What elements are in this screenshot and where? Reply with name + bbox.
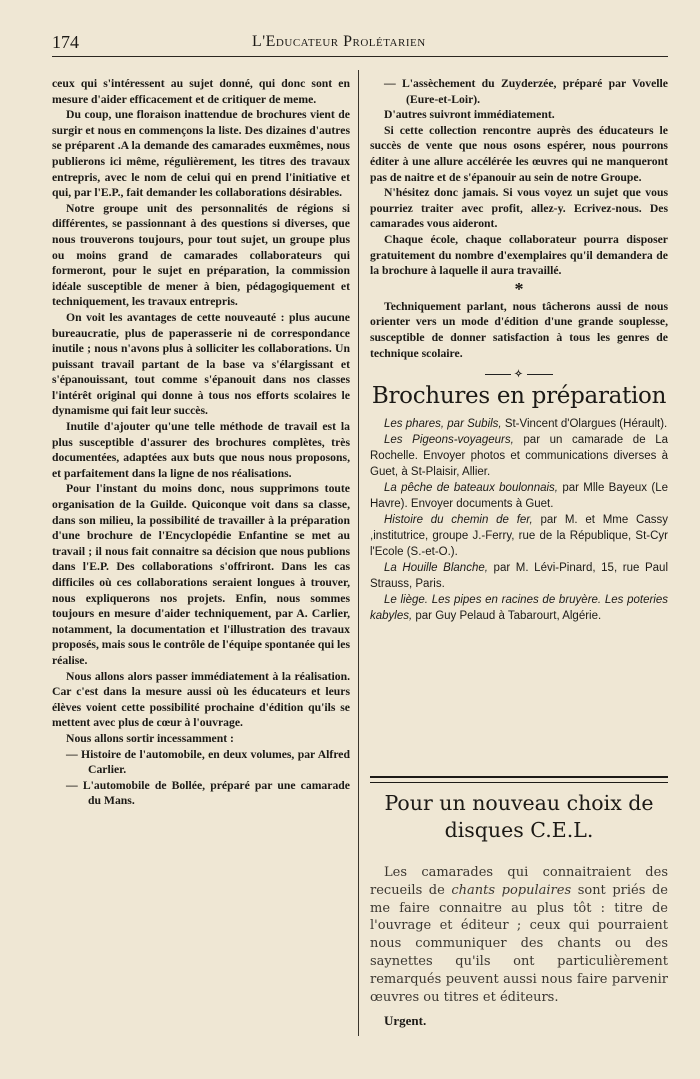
column-divider: [358, 70, 359, 1036]
paragraph: Si cette collection rencontre auprès des éducateurs le succès de vente que nous osons espérer, nous pourrons éditer à une allure accélérée les œuvres qui ne manqueront pas de naitre et de s'épanouir au sein de notre Groupe.: [370, 123, 668, 184]
paragraph: ceux qui s'intéressent au sujet donné, qui donc sont en mesure d'aider efficacement et de critiquer de meme.: [52, 77, 350, 106]
journal-title: L'Educateur Prolétarien: [252, 33, 426, 50]
section-title: Brochures en préparation: [371, 382, 667, 409]
paragraph: D'autres suivront immédiatement.: [384, 108, 555, 122]
brochure-item: Les phares, par Subils, St-Vincent d'Olargues (Hérault).: [384, 418, 668, 431]
paragraph: Inutile d'ajouter qu'une telle méthode de travail est la plus susceptible d'assurer des brochures complètes, très documentées, adaptées aux buts que nous nous proposons, et parfaitement dans la ligne de nos réalisations.: [52, 420, 350, 480]
right-column: [370, 76, 668, 624]
left-column: [52, 76, 350, 809]
section-title: Pour un nouveau choix de disques C.E.L.: [384, 791, 654, 842]
brochure-item: Les Pigeons-voyageurs, par un camarade de La Rochelle. Envoyer photos et communications diverses à Guet, à St-Plaisir, Allier.: [370, 434, 668, 479]
paragraph: Du coup, une floraison inattendue de brochures vient de surgir et nous en commençons la liste. Des dizaines d'autres se préparent .A la demande des camarades euxmêmes, nous publierons ici même, régulièrement, les titres des travaux entrepris, avec le nom de celui qui en prend l'initiative et qui, par l'E.P., fait demander les collaborations désirables.: [52, 108, 350, 200]
separator-star: *: [514, 278, 524, 299]
paragraph: On voit les avantages de cette nouveauté : plus aucune bureaucratie, plus de paperasserie ni de correspondance inutile ; nous n'avons plus à solliciter les collaborations. Un puissant travail partant de la base va s'élargissant et s'épanouissant, tout comme s'épanouit dans nos classes l'intérêt original qui donne à tous nos efforts scolaires le dynamisme qui fait leur succès.: [52, 310, 350, 418]
list-item: — Histoire de l'automobile, en deux volumes, par Alfred Carlier.: [66, 747, 350, 777]
ornament-glyph: ✧: [514, 369, 524, 381]
brochure-item: La pêche de bateaux boulonnais, par Mlle Bayeux (Le Havre). Envoyer documents à Guet.: [370, 482, 668, 511]
paragraph: Nous allons alors passer immédiatement à la réalisation. Car c'est dans la mesure aussi où les éducateurs et leurs élèves voient cette possibilité prochaine d'édition qu'ils se mettent avec plus de cœur à l'ouvrage.: [52, 669, 350, 730]
urgent-note: Urgent.: [384, 1013, 427, 1029]
section-rule: [370, 776, 668, 783]
brochure-item: La Houille Blanche, par M. Lévi-Pinard, 15, rue Paul Strauss, Paris.: [370, 562, 668, 591]
paragraph: Nous allons sortir incessamment :: [66, 731, 234, 745]
list-item: — L'automobile de Bollée, préparé par une camarade du Mans.: [66, 778, 350, 808]
paragraph: Notre groupe unit des personnalités de régions si différentes, se passionnant à des questions si diverses, que nous trouverons toujours, pour tout sujet, un groupe plus ou moins grand de camarades collaborateurs qui formeront, pour le sujet en préparation, la commission idéale susceptible de mener à bien, pédagogiquement et techniquement, les travaux entrepris.: [52, 201, 350, 309]
brochure-list: [370, 416, 668, 624]
page-number: 174: [52, 32, 79, 52]
paragraph: Les camarades qui connaitraient des recueils de chants populaires sont priés de me faire connaitre au plus tôt : titre de l'ouvrage et éditeur ; ceux qui pourraient nous communiquer des chants ou des saynettes qu'ils ont particulièrement remarqués peuvent aussi nous faire parvenir œuvres ou titres et éditeurs.: [370, 865, 668, 1005]
disques-body: [370, 864, 668, 1030]
brochure-item: Histoire du chemin de fer, par M. et Mme Cassy ,institutrice, groupe J.-Ferry, rue de la République, St-Cyr l'Ecole (S.-et-O.).: [370, 514, 669, 559]
brochure-item: Le liège. Les pipes en racines de bruyère. Les poteries kabyles, par Guy Pelaud à Tabarourt, Algérie.: [370, 594, 668, 623]
paragraph: Techniquement parlant, nous tâcherons aussi de nous orienter vers un mode d'édition d'une grande souplesse, susceptible de donner satisfaction à tous les genres de technique scolaire.: [370, 299, 668, 360]
paragraph: Chaque école, chaque collaborateur pourra disposer gratuitement du nombre d'exemplaires qu'il demandera de la brochure à laquelle il aura travaillé.: [370, 232, 668, 278]
ornament-divider: [370, 367, 668, 383]
paragraph: Pour l'instant du moins donc, nous supprimons toute organisation de la Guilde. Quiconque voit dans sa classe, dans son milieu, la possibilité de travailler à la préparation d'une brochure de l'Encyclopédie Enfantine se met au travail ; il nous fait connaitre sa décision que nous publions dans l'E.P. Des collaborations s'offriront. Dans les cas difficiles où ces collaborations seraient longues à trouver, nous expliquerons nos projets. Enfin, nous sommes toujours en mesure d'aider techniquement, par A. Carlier, notamment, la documentation et l'illustration des travaux proposés, mais sous le contrôle de l'équipe spontanée qui les réalise.: [52, 482, 350, 667]
page-header: [52, 30, 668, 57]
list-item: — L'assèchement du Zuyderzée, préparé par Vovelle (Eure-et-Loir).: [384, 77, 668, 106]
paragraph: N'hésitez donc jamais. Si vous voyez un sujet que vous pourriez traiter avec profit, allez-y. Ecrivez-nous. Des camarades vous aideront.: [370, 186, 668, 231]
